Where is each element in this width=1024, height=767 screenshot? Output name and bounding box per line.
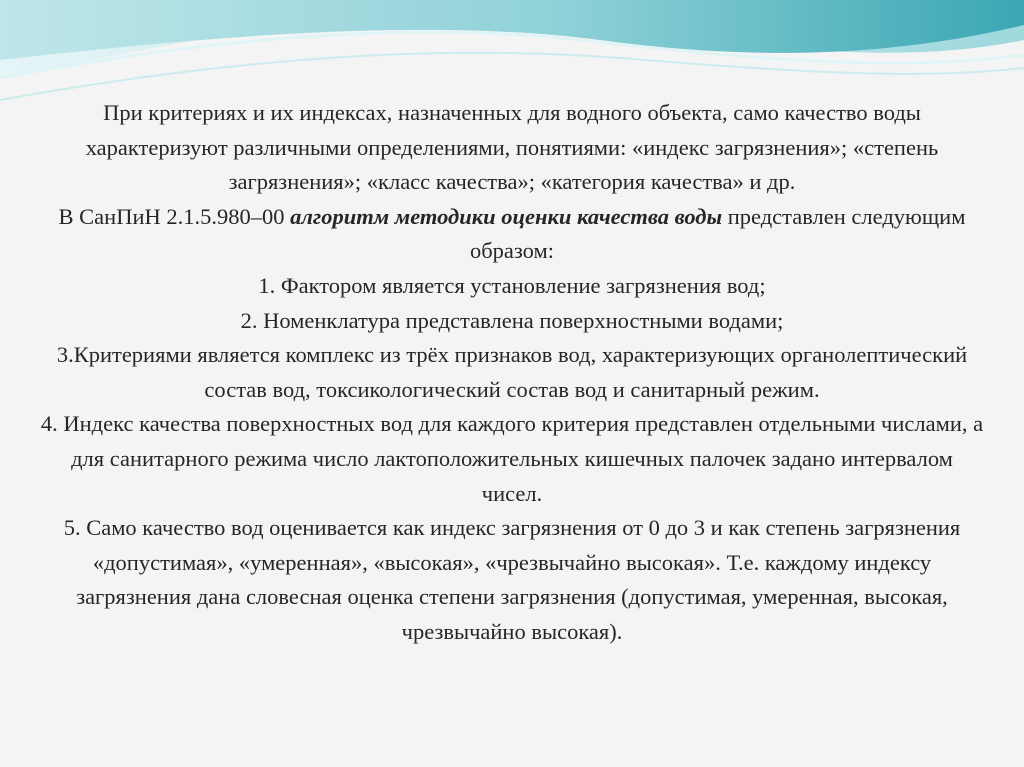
slide-text <box>40 96 984 650</box>
list-item-3: 3.Критериями является комплекс из трёх признаков вод, характеризующих органолептический состав вод, токсикологический состав вод и санитарный режим. <box>56 342 968 402</box>
sanpin-emphasis: алгоритм методики оценки качества воды <box>290 203 723 229</box>
list-item-2: 2. Номенклатура представлена поверхностными водами; <box>240 307 784 333</box>
sanpin-prefix: В СанПиН 2.1.5.980–00 <box>58 203 291 229</box>
list-item-5: 5. Само качество вод оценивается как индекс загрязнения от 0 до 3 и как степень загрязнения «допустимая», «умеренная», «высокая», «чрезвычайно высокая». Т.е. каждому индексу загрязнения дана словесная оценка степени загрязнения (допустимая, умеренная, высокая, чрезвычайно высокая). <box>63 515 961 644</box>
sanpin-suffix: представлен следующим образом: <box>469 203 966 264</box>
sanpin-paragraph <box>40 200 984 269</box>
list-item-1: 1. Фактором является установление загрязнения вод; <box>258 272 766 298</box>
wave-decoration <box>0 0 1024 110</box>
intro-paragraph: При критериях и их индексах, назначенных для водного объекта, само качество воды характеризуют различными определениями, понятиями: «индекс загрязнения»; «степень загрязнения»; «класс качества»; «категория качества» и др. <box>85 100 939 195</box>
list-item-4: 4. Индекс качества поверхностных вод для каждого критерия представлен отдельными числами, а для санитарного режима число лактоположительных кишечных палочек задано интервалом чисел. <box>40 411 984 506</box>
